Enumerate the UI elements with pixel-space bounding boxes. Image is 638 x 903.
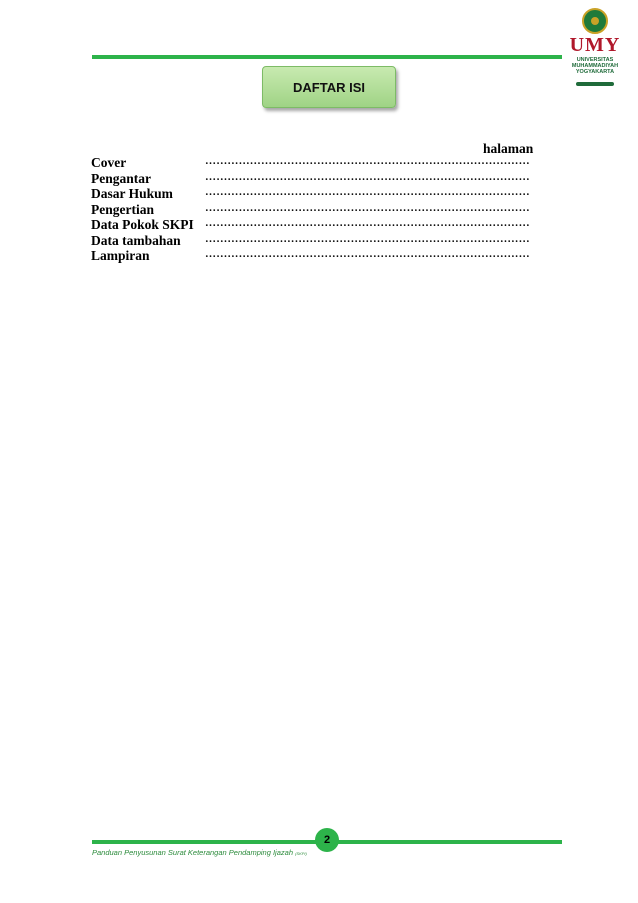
toc-entry-label: Data tambahan: [91, 232, 181, 248]
toc-entry-leader: ……………………………………………………………………………: [205, 186, 530, 198]
logo-subtitle: [560, 57, 630, 75]
page-title: DAFTAR ISI: [262, 66, 396, 108]
page-number-badge: 2: [315, 828, 339, 852]
toc-entry-label: Cover: [91, 155, 127, 170]
logo-name: UMY: [569, 34, 621, 56]
logo-subtitle-line: YOGYAKARTA: [575, 69, 615, 75]
footer-document-title: [92, 848, 307, 857]
toc-entry-label: Dasar Hukum: [91, 186, 173, 201]
toc-entry-leader: ……………………………………………………………………………: [205, 232, 530, 245]
header-rule: [92, 55, 562, 59]
umy-logo: [560, 8, 630, 88]
logo-tagline-bar: [576, 82, 614, 86]
toc-page-header: halaman: [483, 141, 534, 156]
logo-subtitle-line: UNIVERSITAS: [576, 57, 614, 63]
toc-entry-label: Data Pokok SKPI: [91, 217, 194, 232]
toc-entry-leader: ……………………………………………………………………………: [205, 201, 530, 214]
logo-subtitle-line: MUHAMMADIYAH: [571, 63, 619, 69]
toc-entry-label: Pengertian: [91, 201, 154, 217]
toc-entry-label: Pengantar: [91, 170, 151, 186]
footer-title-suffix: (SKPI): [295, 851, 307, 856]
footer-title-text: Panduan Penyusunan Surat Keterangan Pendamping Ijazah: [92, 848, 293, 857]
umy-emblem-icon: [582, 8, 608, 34]
toc-entry-leader: ……………………………………………………………………………: [205, 170, 530, 183]
toc-entry-label: Lampiran: [91, 248, 150, 263]
toc-entry-leader: ……………………………………………………………………………: [205, 248, 530, 260]
toc-entry-leader: ……………………………………………………………………………: [205, 155, 530, 167]
toc-entry-leader: ……………………………………………………………………………: [205, 217, 530, 229]
